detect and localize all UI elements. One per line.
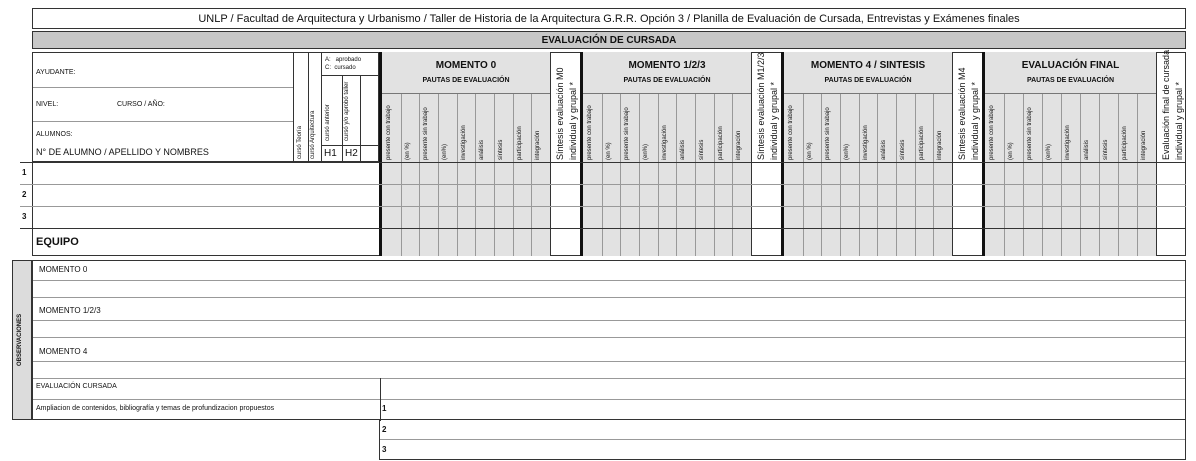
criteria-label: investigación: [662, 125, 668, 160]
criteria-label: (en %): [606, 142, 612, 160]
criteria-label: participación: [718, 126, 724, 160]
ampliacion-number: 1: [382, 404, 387, 413]
criteria-label: (en%): [844, 143, 850, 160]
curso-label: CURSO / AÑO:: [117, 101, 165, 108]
criteria-label: integración: [937, 130, 943, 160]
h2-label: H2: [345, 148, 358, 159]
ampliacion-label: Ampliacion de contenidos, bibliografía y temas de profundizacion propuestos: [36, 405, 275, 412]
moment-title: MOMENTO 1/2/3: [628, 60, 706, 71]
row-number: 3: [22, 212, 27, 221]
moment-summary: Síntesis evaluación M4 individual y grupal *: [957, 67, 980, 160]
status-columns: [294, 52, 379, 162]
criteria-label: presente con trabajo: [587, 105, 593, 160]
criteria-label: síntesis: [900, 139, 906, 160]
moment-block: [781, 52, 982, 256]
criteria-label: integración: [1141, 130, 1147, 160]
obs-momento-4: MOMENTO 4: [39, 347, 88, 356]
observations-side: [12, 260, 32, 420]
curso-arquitectura-label: cursó Arquitectura: [310, 110, 316, 159]
moment-block: [379, 52, 580, 256]
h1-label: H1: [324, 148, 337, 159]
criteria-label: participación: [919, 126, 925, 160]
criteria-label: síntesis: [1103, 139, 1109, 160]
criteria-label: investigación: [863, 125, 869, 160]
criteria-label: participación: [517, 126, 523, 160]
curso-anterior-label: cursó anterior: [325, 104, 331, 141]
curso-teoria-label: cursó Teoría: [297, 126, 303, 159]
status-legend: A: aprobado C: cursado: [325, 57, 362, 71]
observations-area: [32, 260, 1186, 420]
moment-block: [580, 52, 781, 256]
criteria-label: presente sin trabajo: [825, 107, 831, 160]
criteria-label: investigación: [1065, 125, 1071, 160]
row-number: 1: [22, 168, 27, 177]
moment-title: EVALUACIÓN FINAL: [1021, 60, 1120, 71]
moment-title: MOMENTO 0: [435, 60, 497, 71]
criteria-label: (en %): [1008, 142, 1014, 160]
criteria-label: participación: [1122, 126, 1128, 160]
criteria-label: análisis: [1084, 139, 1090, 160]
section-title: EVALUACIÓN DE CURSADA: [32, 31, 1186, 49]
info-block: [32, 52, 294, 162]
criteria-label: presente con trabajo: [788, 105, 794, 160]
criteria-label: presente sin trabajo: [1027, 107, 1033, 160]
observations-label: OBSERVACIONES: [17, 313, 23, 366]
criteria-label: integración: [736, 130, 742, 160]
criteria-label: presente con trabajo: [386, 105, 392, 160]
criteria-label: investigación: [461, 125, 467, 160]
criteria-label: (en %): [405, 142, 411, 160]
curso-aprobo-label: cursó y/o aprobó taller: [344, 81, 350, 141]
equipo-label: EQUIPO: [36, 236, 79, 248]
nivel-label: NIVEL:: [36, 101, 59, 108]
criteria-label: presente sin trabajo: [423, 107, 429, 160]
criteria-label: análisis: [680, 139, 686, 160]
criteria-label: análisis: [881, 139, 887, 160]
criteria-label: (en%): [1046, 143, 1052, 160]
obs-momento-123: MOMENTO 1/2/3: [39, 306, 101, 315]
moment-block: [982, 49, 1186, 256]
moment-summary: Síntesis evaluación M1/2/3 individual y grupal *: [756, 52, 779, 160]
criteria-label: análisis: [479, 139, 485, 160]
evaluacion-cursada-label: EVALUACIÓN CURSADA: [36, 383, 117, 390]
alumnos-label: ALUMNOS:: [36, 131, 73, 138]
criteria-label: presente con trabajo: [989, 105, 995, 160]
criteria-label: integración: [535, 130, 541, 160]
criteria-label: (en%): [643, 143, 649, 160]
moment-subtitle: PAUTAS DE EVALUACIÓN: [1026, 77, 1115, 84]
page-title: UNLP / Facultad de Arquitectura y Urbanismo / Taller de Historia de la Arquitectura G.R.R. Opción 3 / Planilla de Evaluación de Cursada, Entrevistas y Exámenes finales: [32, 8, 1186, 29]
ampliacion-number: 3: [382, 445, 387, 454]
moment-summary: Evaluación final de cursada individual y grupal *: [1161, 49, 1184, 160]
moment-subtitle: PAUTAS DE EVALUACIÓN: [824, 77, 912, 84]
ampliacion-number: 2: [382, 425, 387, 434]
moment-subtitle: PAUTAS DE EVALUACIÓN: [623, 77, 711, 84]
ampliacion-lines: [379, 420, 1186, 460]
obs-momento-0: MOMENTO 0: [39, 265, 88, 274]
criteria-label: (en%): [442, 143, 448, 160]
nombres-label: N° DE ALUMNO / APELLIDO Y NOMBRES: [36, 147, 209, 157]
criteria-label: síntesis: [699, 139, 705, 160]
moment-subtitle: PAUTAS DE EVALUACIÓN: [422, 77, 510, 84]
row-number: 2: [22, 190, 27, 199]
criteria-label: (en %): [807, 142, 813, 160]
criteria-label: síntesis: [498, 139, 504, 160]
row-numbers: [0, 162, 32, 226]
moment-title: MOMENTO 4 / SINTESIS: [810, 60, 926, 71]
criteria-label: presente sin trabajo: [624, 107, 630, 160]
moment-summary: Síntesis evaluación M0 individual y grupal *: [555, 67, 578, 160]
ayudante-label: AYUDANTE:: [36, 69, 76, 76]
